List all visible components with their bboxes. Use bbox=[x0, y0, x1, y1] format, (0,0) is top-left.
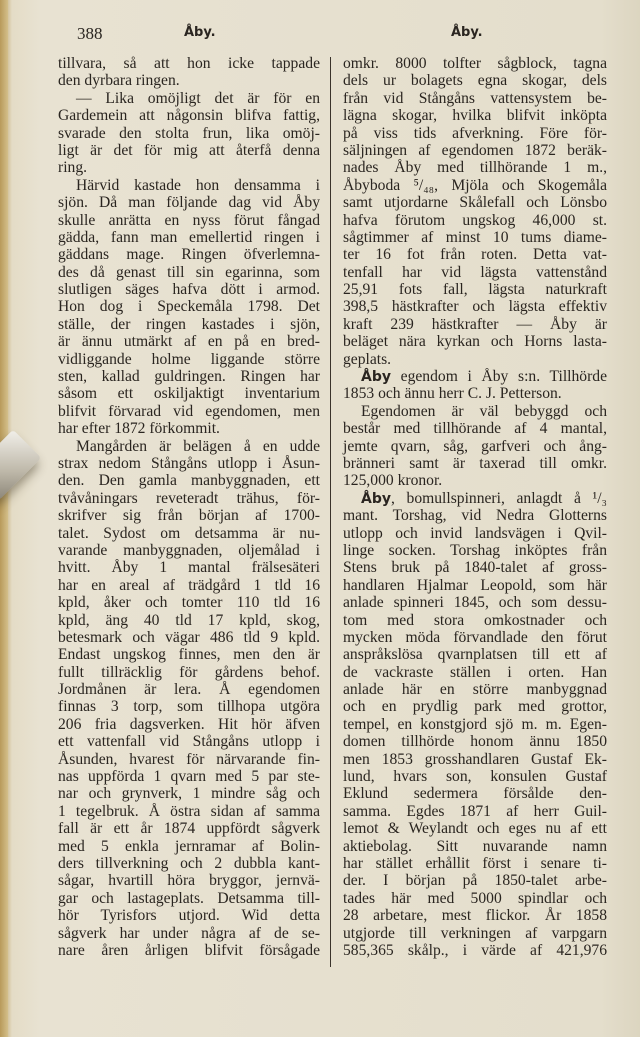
text-line: svarade den stolta frun, lika omöj- bbox=[58, 124, 320, 142]
text-line: Hon dog i Speckemåla 1798. Det bbox=[58, 298, 320, 316]
text-line: tades här med 5000 spindlar och bbox=[343, 889, 607, 907]
column-divider bbox=[330, 57, 331, 967]
text-line: den. Den gamla manbyggnaden, ett bbox=[58, 472, 320, 490]
text-line: tom med stora omkostnader och bbox=[343, 611, 607, 629]
text-line: sågverk har under några af de se- bbox=[58, 924, 320, 942]
text-line: hvitt. Åby 1 mantal frälsesäteri bbox=[58, 559, 320, 577]
text-line: vidliggande holme liggande större bbox=[58, 350, 320, 368]
header-title-right: Åby. bbox=[451, 25, 483, 40]
text-line: ders tillverkning och 2 dubbla kant- bbox=[58, 854, 320, 872]
text-line: slutligen säges hafva dött i armod. bbox=[58, 281, 320, 299]
text-line: 25,91 fots fall, lägsta naturkraft bbox=[343, 281, 607, 299]
text-line bbox=[343, 490, 607, 507]
text-line: dels ur bolagets egna skogar, dels bbox=[343, 72, 607, 90]
text-line-content: egendom i Åby s:n. Tillhörde bbox=[390, 368, 607, 386]
text-line: Eklund sedermera försålde den- bbox=[343, 785, 607, 803]
text-line: Jordmånen är lera. Å egendomen bbox=[58, 681, 320, 699]
text-line: 206 fria dagsverken. Hit hör äfven bbox=[58, 715, 320, 733]
text-line: ligt är det för mig att återfå denna bbox=[58, 141, 320, 159]
text-line: har en areal af trädgård 1 tld 16 bbox=[58, 576, 320, 594]
text-line: Åbyboda ⁵/₄₈, Mjöla och Skogemåla bbox=[343, 176, 607, 194]
text-line: mycken möda förvandlade den förut bbox=[343, 628, 607, 646]
text-line: med 5 enkla jernramar af Bolin- bbox=[58, 837, 320, 855]
text-line: — Lika omöjligt det är för en bbox=[76, 89, 320, 107]
text-line: nar och grynverk, 1 mindre såg och bbox=[58, 785, 320, 803]
text-line: omkr. 8000 tolfter sågblock, tagna bbox=[343, 55, 607, 72]
text-line: geplats. bbox=[343, 350, 392, 368]
text-line: der. I början på 1850-talet arbe- bbox=[343, 872, 607, 890]
text-line: 1 tegelbruk. Å östra sidan af samma bbox=[58, 802, 320, 820]
text-line: ställe, der ringen kastades i sjön, bbox=[58, 315, 320, 333]
text-line: tenfall har vid lägsta vattenstånd bbox=[343, 263, 607, 281]
text-line: är ännu utmärkt af en på en bred- bbox=[58, 333, 320, 351]
text-line: 1853 och ännu herr C. J. Petterson. bbox=[343, 385, 562, 403]
entry-headword: Åby bbox=[361, 369, 391, 386]
entry-headword: Åby bbox=[361, 490, 391, 507]
text-line: på viss tids afverkning. Före för- bbox=[343, 124, 607, 142]
text-line: men 1853 grosshandlaren Gustaf Ek- bbox=[343, 750, 607, 768]
text-line: består med tillhörande af 4 mantal, bbox=[343, 420, 607, 438]
text-line: utgjorde till verkningen af varpgarn bbox=[343, 924, 607, 942]
text-line: den dyrbara ringen. bbox=[58, 72, 180, 90]
text-line: hör Tyrisfors utjord. Wid detta bbox=[58, 907, 320, 925]
header-title-left: Åby. bbox=[184, 25, 216, 40]
text-line: nades Åby med tillhörande 1 m., bbox=[343, 159, 607, 177]
text-line: gäddans mage. Ringen öfverlemna- bbox=[58, 246, 320, 264]
text-line: gar och lastageplats. Detsamma till- bbox=[58, 889, 320, 907]
text-line: fullt tillräcklig för gårdens behof. bbox=[58, 663, 320, 681]
text-line: sågtimmer af minst 10 tums diame- bbox=[343, 228, 607, 246]
text-line: mant. Torshag, vid Nedra Glotterns bbox=[343, 507, 607, 525]
running-header bbox=[0, 24, 640, 44]
page-spine-edge bbox=[0, 0, 8, 1037]
text-line: Endast ungskog finnes, men den är bbox=[58, 646, 320, 664]
page-clip bbox=[0, 430, 41, 501]
text-line: ett vattenfall vid Stångåns utlopp i bbox=[58, 733, 320, 751]
text-line: 585,365 skålp., i värde af 421,976 bbox=[343, 941, 607, 959]
text-line: såsom ett oskiljaktigt inventarium bbox=[58, 385, 320, 403]
text-line: tvåvåningars reveteradt trähus, för- bbox=[58, 489, 320, 507]
text-line: fall är ett år 1874 uppfördt sågverk bbox=[58, 820, 320, 838]
text-line: des då genast till sin egarinna, som bbox=[58, 263, 320, 281]
text-line: de vackraste ställen i orten. Han bbox=[343, 663, 607, 681]
text-line: har stället erhållit först i senare ti- bbox=[343, 854, 607, 872]
text-line: Stens bruk på 1840-talet af gross- bbox=[343, 559, 607, 577]
text-line: nas uppförda 1 qvarn med 5 par ste- bbox=[58, 768, 320, 786]
left-column bbox=[58, 55, 320, 959]
text-line: Åsunden, hvarest för närvarande fin- bbox=[58, 750, 320, 768]
text-line: blifvit förvarad vid egendomen, men bbox=[58, 402, 320, 420]
text-line: 28 arbetare, mest flickor. År 1858 bbox=[343, 907, 607, 925]
text-line: säljningen af egendomen 1872 beräk- bbox=[343, 141, 607, 159]
text-line: 125,000 kronor. bbox=[343, 472, 443, 490]
text-line: 398,5 hästkrafter och lägsta effektiv bbox=[343, 298, 607, 316]
text-line: domen tillhörde honom ännu 1850 bbox=[343, 733, 607, 751]
right-column bbox=[343, 55, 607, 959]
text-line: tillvara, så att hon icke tappade bbox=[58, 55, 320, 72]
text-line: Härvid kastade hon densamma i bbox=[76, 176, 320, 194]
text-line: hafva förutom ungskog 46,000 st. bbox=[343, 211, 607, 229]
text-line: sten, kallad guldringen. Ringen har bbox=[58, 368, 320, 386]
text-line: betesmark och vägar 486 tld 9 kpld. bbox=[58, 628, 320, 646]
text-line: anlade spinneri 1845, och som dessu- bbox=[343, 594, 607, 612]
text-line: Mangården är belägen å en udde bbox=[76, 437, 320, 455]
text-line: samt utjordarne Skålefall och Lönsbo bbox=[343, 194, 607, 212]
text-line: Gardemein att någonsin blifva fattig, bbox=[58, 107, 320, 125]
text-line: utlopp och invid landsvägen i Qvil- bbox=[343, 524, 607, 542]
text-line: lund, hvars son, konsulen Gustaf bbox=[343, 768, 607, 786]
text-line: ring. bbox=[58, 159, 88, 177]
text-line: och en prydlig park med grottor, bbox=[343, 698, 607, 716]
text-line: varande manbyggnaden, oljemålad i bbox=[58, 541, 320, 559]
text-line: anlade här en större manbyggnad bbox=[343, 681, 607, 699]
text-line: kraft 239 hästkrafter — Åby är bbox=[343, 315, 607, 333]
text-line-content: , bomullspinneri, anlagdt å ¹/₃ bbox=[390, 489, 607, 507]
text-line: linge socken. Torshag inköptes från bbox=[343, 541, 607, 559]
text-line: talet. Sydost om detsamma är nu- bbox=[58, 524, 320, 542]
text-line: tempel, en konstgjord sjö m. m. Egen- bbox=[343, 715, 607, 733]
text-line: sjön. Då man följande dag vid Åby bbox=[58, 194, 320, 212]
text-line: lemot & Weylandt och eges nu af ett bbox=[343, 820, 607, 838]
text-line: lägna skogar, hvilka blifvit inköpta bbox=[343, 107, 607, 125]
text-line: skulle anrätta en nyss förut fångad bbox=[58, 211, 320, 229]
text-line: bränneri samt är taxerad till omkr. bbox=[343, 454, 607, 472]
text-line: sågar, hvartill höra bryggor, jernvä- bbox=[58, 872, 320, 890]
text-line: Egendomen är väl bebyggd och bbox=[361, 402, 607, 420]
text-line: handlaren Hjalmar Leopold, som här bbox=[343, 576, 607, 594]
text-line: nare åren årligen blifvit försågade bbox=[58, 941, 320, 959]
text-line bbox=[343, 368, 607, 385]
text-line: samma. Egdes 1871 af herr Guil- bbox=[343, 802, 607, 820]
text-line: jemte qvarn, såg, garfveri och ång- bbox=[343, 437, 607, 455]
text-line: kpld, åker och tomter 110 tld 16 bbox=[58, 594, 320, 612]
text-line: skrifver sig från början af 1700- bbox=[58, 507, 320, 525]
text-line: från vid Stångåns vattensystem be- bbox=[343, 89, 607, 107]
text-line: kpld, äng 40 tld 17 kpld, skog, bbox=[58, 611, 320, 629]
text-line: har efter 1872 förkommit. bbox=[58, 420, 220, 438]
text-line: anspråkslösa qvarnplatsen till ett af bbox=[343, 646, 607, 664]
text-line: strax nedom Stångåns utlopp i Åsun- bbox=[58, 454, 320, 472]
text-line: finnas 3 torp, som tillhopa utgöra bbox=[58, 698, 320, 716]
text-line: beläget nära kyrkan och Horns lasta- bbox=[343, 333, 607, 351]
text-line: ter 16 fot från roten. Detta vat- bbox=[343, 246, 607, 264]
text-line: aktiebolag. Sitt nuvarande namn bbox=[343, 837, 607, 855]
text-line: gädda, fann man emellertid ringen i bbox=[58, 228, 320, 246]
page-number: 388 bbox=[77, 24, 103, 43]
